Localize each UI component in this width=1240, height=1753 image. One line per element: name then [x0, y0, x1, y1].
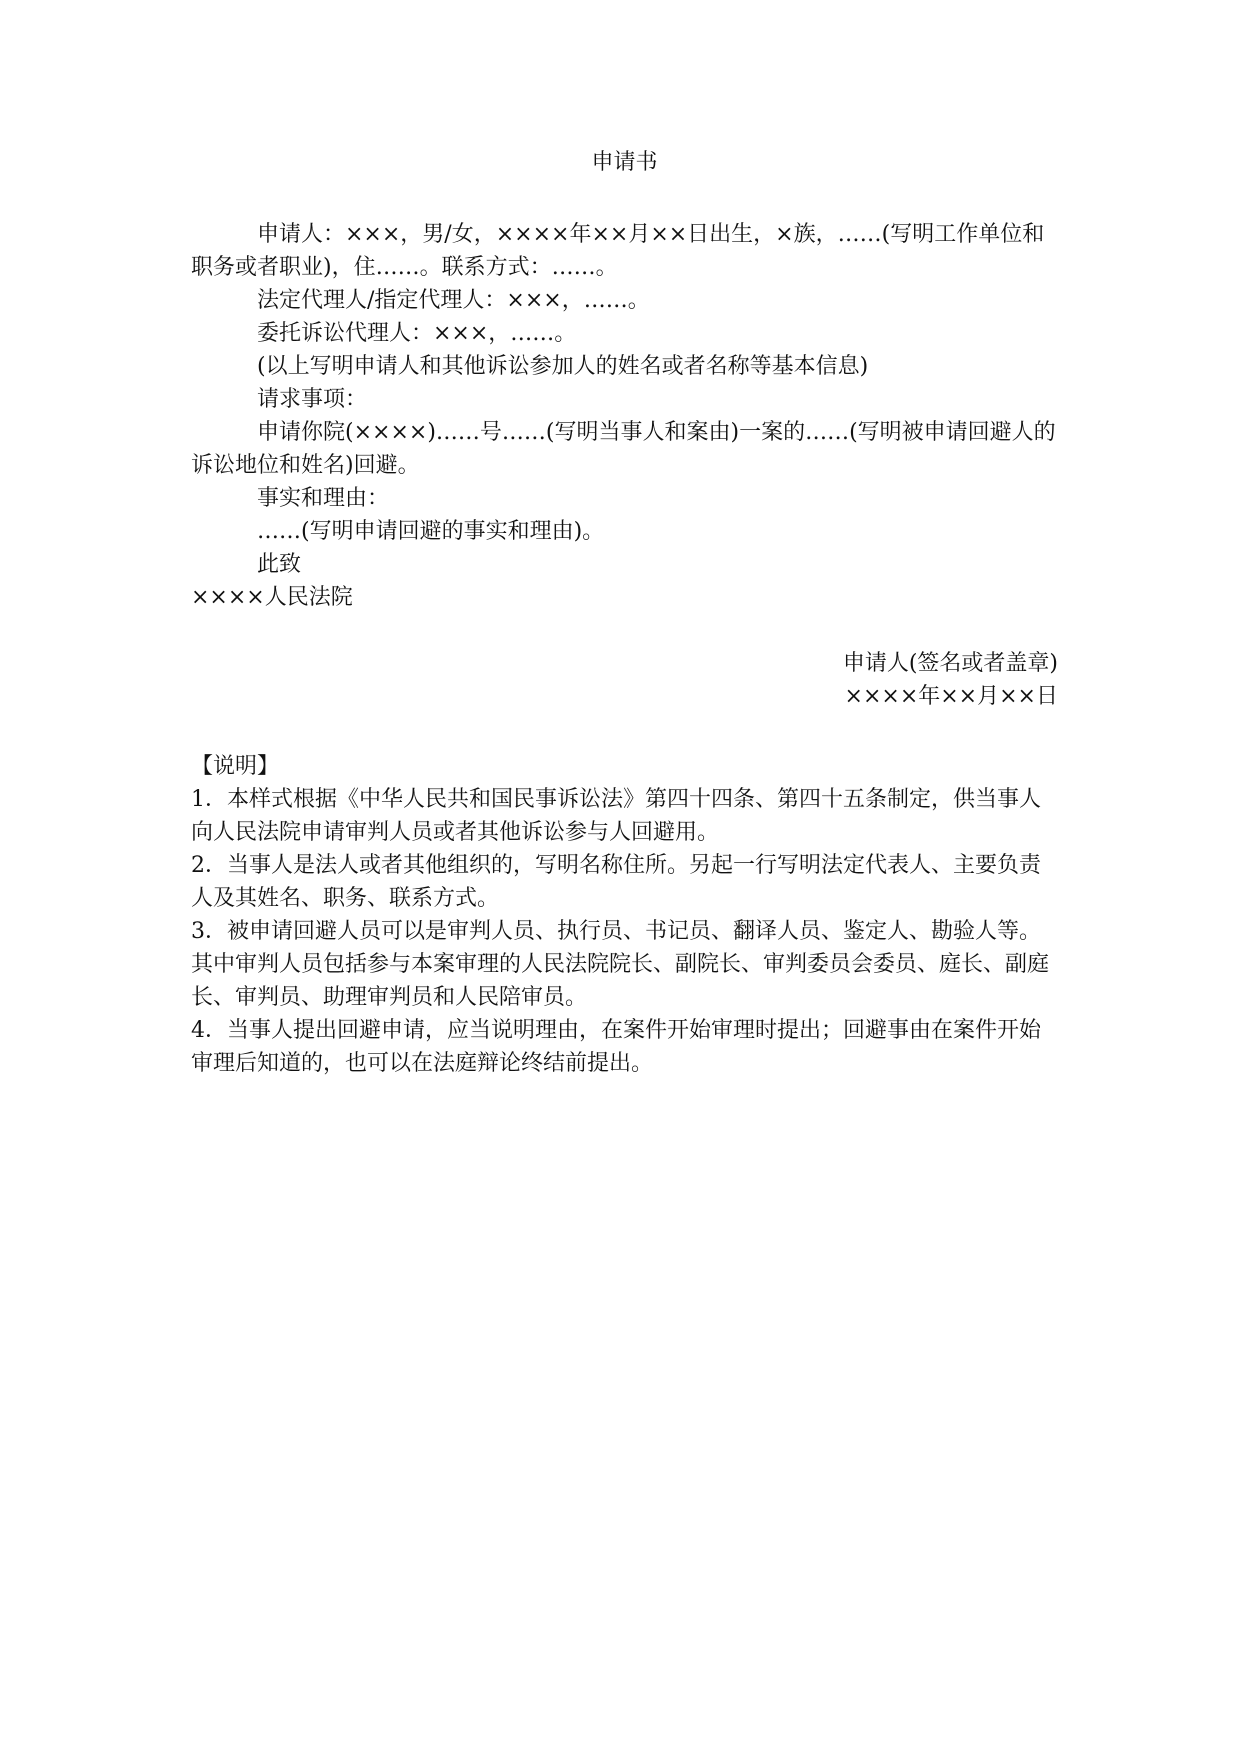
date-line: ××××年××月××日 — [844, 684, 1058, 709]
spacer — [191, 614, 1058, 647]
facts-content: ……(写明申请回避的事实和理由)。 — [257, 519, 605, 544]
note-item-4: 4．当事人提出回避申请，应当说明理由，在案件开始审理时提出；回避事由在案件开始审理后知道的，也可以在法庭辩论终结前提出。 — [191, 1018, 1041, 1076]
document-title: 申请书 — [591, 150, 658, 175]
notes-heading: 【说明】 — [191, 754, 280, 779]
note-item-2: 2．当事人是法人或者其他组织的，写明名称住所。另起一行写明法定代表人、主要负责人及其姓名、职务、联系方式。 — [191, 853, 1041, 911]
note-item-1: 1．本样式根据《中华人民共和国民事诉讼法》第四十四条、第四十五条制定，供当事人向人民法院申请审判人员或者其他诉讼参与人回避用。 — [191, 787, 1041, 845]
request-heading: 请求事项： — [257, 387, 368, 412]
facts-heading: 事实和理由： — [257, 486, 390, 511]
court-name: ××××人民法院 — [191, 585, 353, 610]
participants-note: (以上写明申请人和其他诉讼参加人的姓名或者名称等基本信息) — [257, 354, 869, 379]
document-page — [191, 146, 1058, 1080]
note-item-3: 3．被申请回避人员可以是审判人员、执行员、书记员、翻译人员、鉴定人、勘验人等。其中审判人员包括参与本案审理的人民法院院长、副院长、审判委员会委员、庭长、副庭长、审判员、助理审判员和人民陪审员。 — [191, 919, 1050, 1010]
signature-line: 申请人(签名或者盖章) — [842, 651, 1058, 676]
legal-agent: 法定代理人/指定代理人：×××，……。 — [257, 288, 650, 313]
applicant-info: 申请人：×××，男/女，××××年××月××日出生，×族，……(写明工作单位和职务或者职业)，住……。联系方式：……。 — [191, 222, 1045, 280]
salutation: 此致 — [257, 552, 302, 577]
entrusted-agent: 委托诉讼代理人：×××，……。 — [257, 321, 577, 346]
spacer — [191, 713, 1058, 750]
request-content: 申请你院(××××)……号……(写明当事人和案由)一案的……(写明被申请回避人的诉讼地位和姓名)回避。 — [191, 420, 1056, 478]
